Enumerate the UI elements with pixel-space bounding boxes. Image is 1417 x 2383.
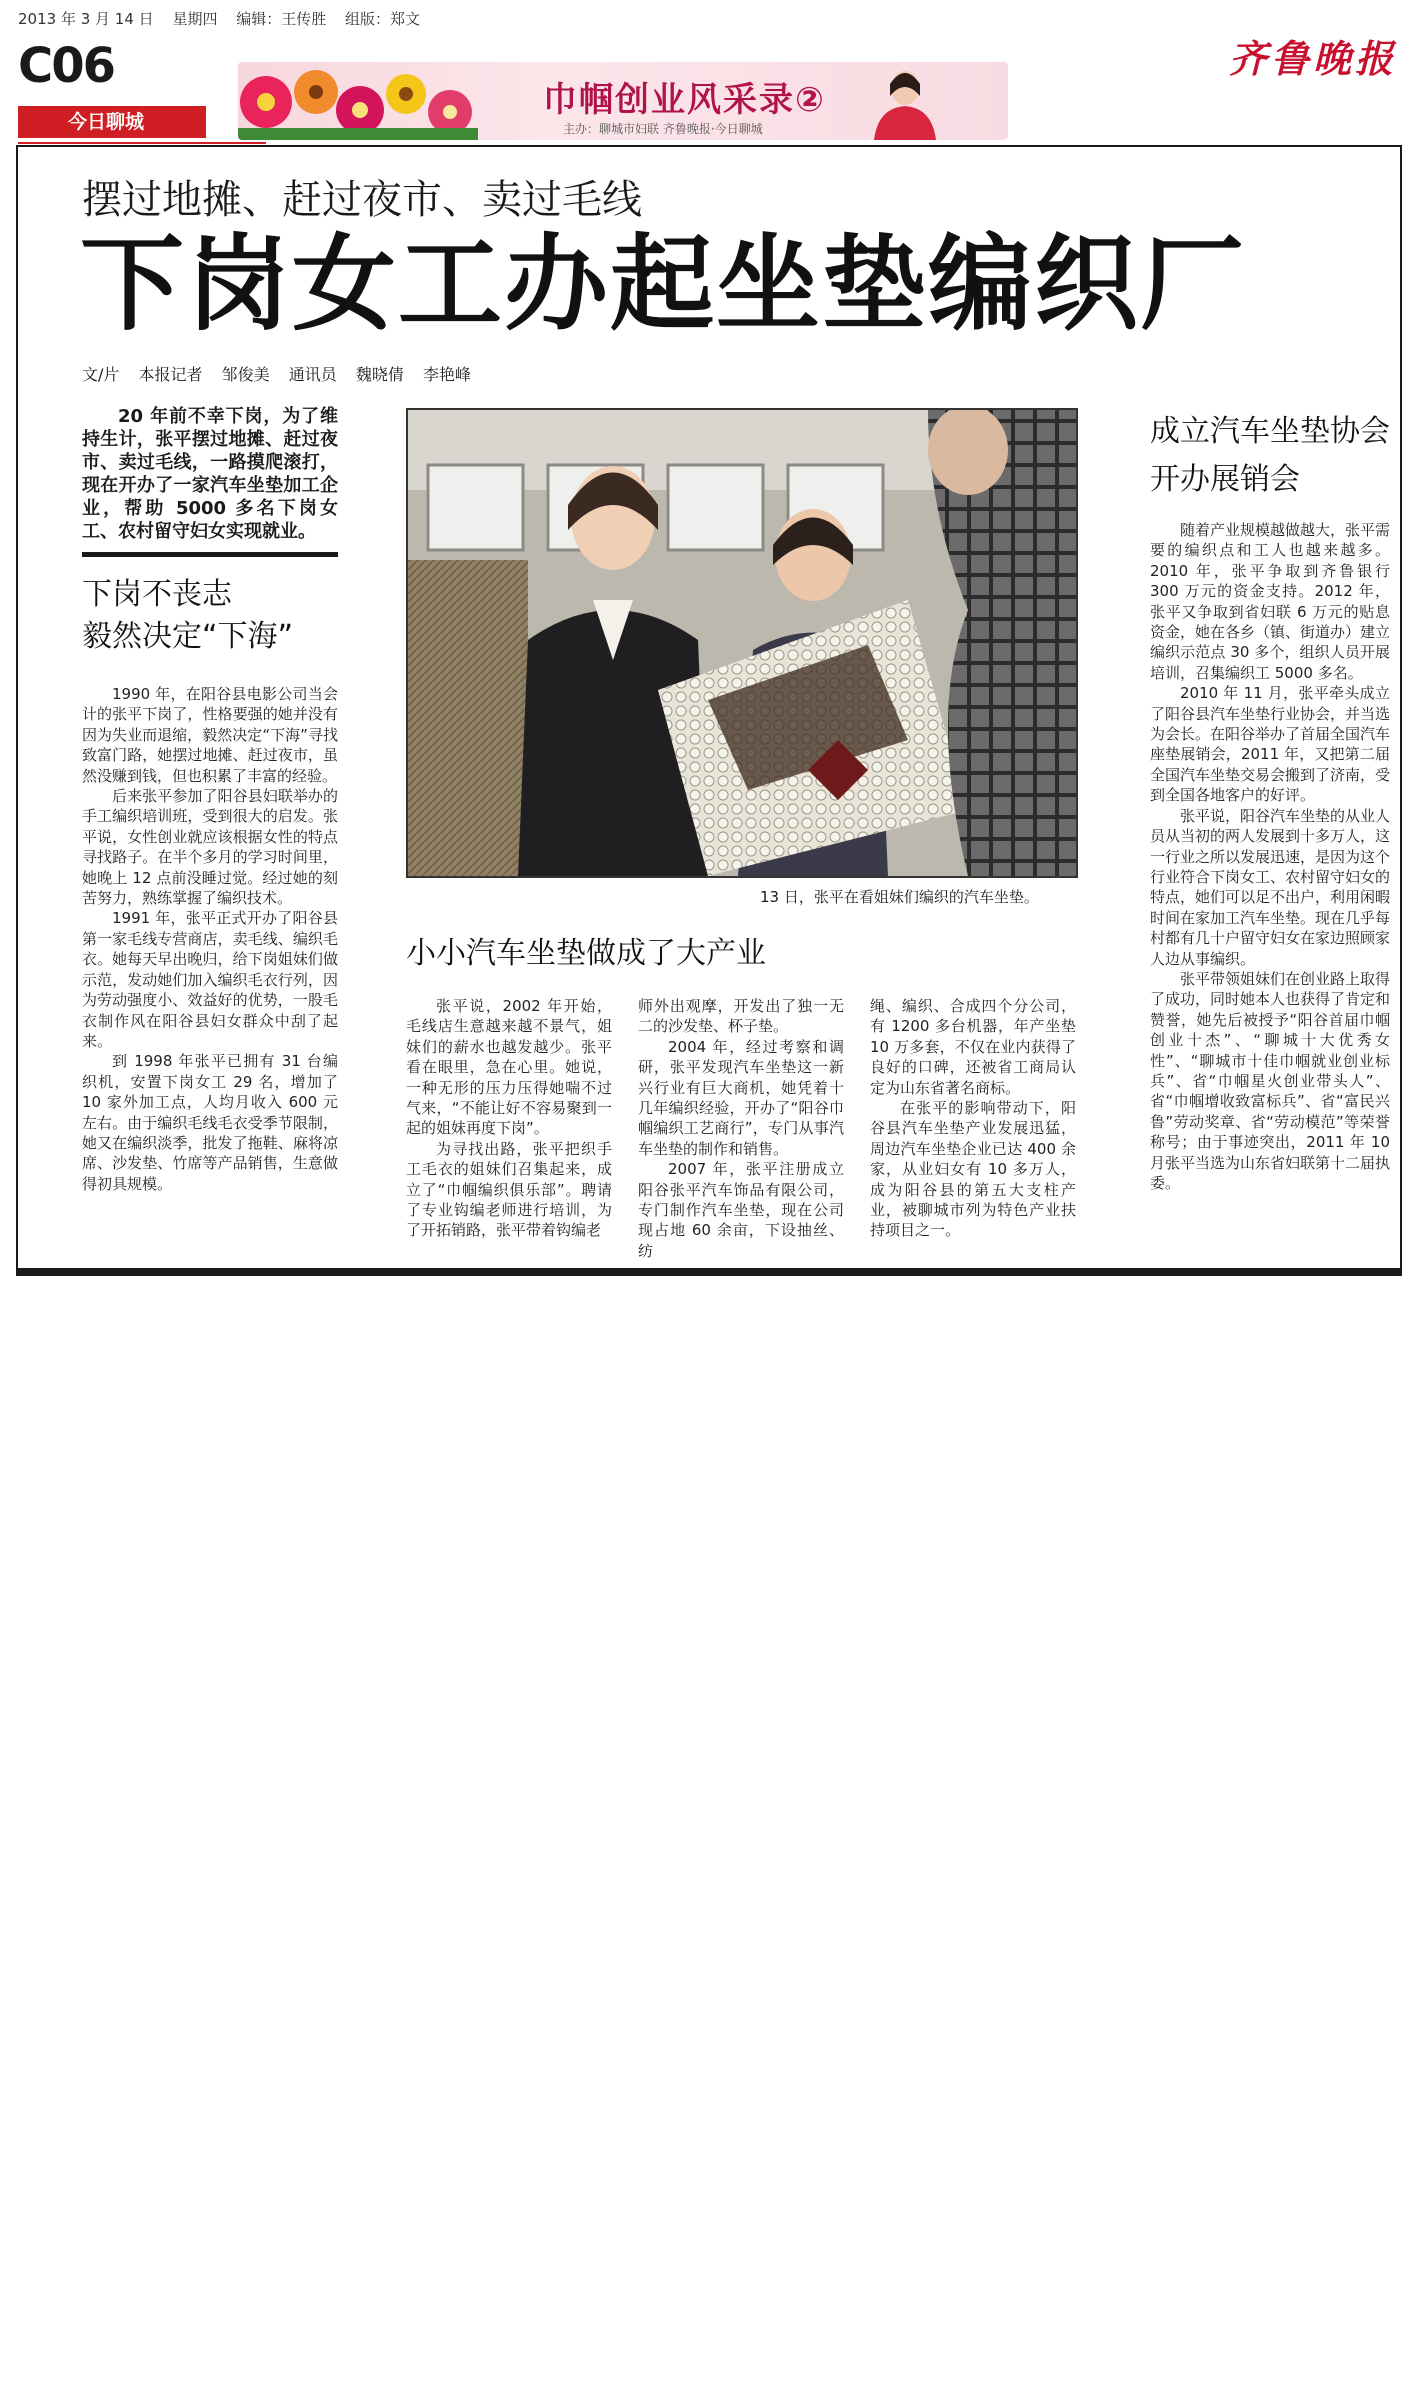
banner-sponsor: 主办：聊城市妇联 齐鲁晚报·今日聊城 [563, 122, 763, 136]
byline-item: 李艳峰 [422, 365, 471, 384]
paragraph: 2010 年 11 月，张平牵头成立了阳谷县汽车坐垫行业协会，并当选为会长。在阳谷举办了首届全国汽车座垫展销会，2011 年，又把第二届全国汽车坐垫交易会搬到了济南，受到全国各地客户的好评。 [1150, 684, 1391, 805]
section2-heading: 小小汽车坐垫做成了大产业 [406, 936, 766, 971]
section-tab: 今日聊城 [18, 106, 206, 138]
flower-decoration-icon [238, 62, 478, 140]
article-lead: 20 年前不幸下岗，为了维持生计，张平摆过地摊、赶过夜市、卖过毛线，一路摸爬滚打，现在开办了一家汽车坐垫加工企业，帮助 5000 多名下岗女工、农村留守妇女实现就业。 [82, 406, 338, 542]
section3-heading [1150, 408, 1390, 504]
paragraph: 后来张平参加了阳谷县妇联举办的手工编织培训班，受到很大的启发。张平说，女性创业就应该根据女性的特点寻找路子。在半个多月的学习时间里，她晚上 12 点前没睡过觉。经过她的刻苦努力，熟练掌握了编织技术。 [82, 787, 338, 908]
section2-col3 [870, 996, 1076, 1241]
article-photo [406, 408, 1078, 878]
newspaper-logo: 齐鲁晚报 [1228, 36, 1397, 81]
banner-title: 巾帼创业风采录② [543, 80, 826, 120]
paragraph: 2004 年，经过考察和调研，张平发现汽车坐垫这一新兴行业有巨大商机，她凭着十几年编织经验，开办了“阳谷巾帼编织工艺商行”，专门从事汽车坐垫的制作和销售。 [638, 1037, 844, 1158]
paragraph: 在张平的影响带动下，阳谷县汽车坐垫产业发展迅猛，周边汽车坐垫企业已达 400 余家，从业妇女有 10 多万人，成为阳谷县的第五大支柱产业，被聊城市列为特色产业扶持项目之一。 [870, 1099, 1076, 1240]
paragraph: 到 1998 年张平已拥有 31 台编织机，安置下岗女工 29 名，增加了 10 家外加工点，人均月收入 600 元左右。由于编织毛线毛衣受季节限制，她又在编织淡季，批发了拖鞋、麻将凉席、沙发垫、竹席等产品销售，生意做得初具规模。 [82, 1052, 338, 1193]
byline-item: 文/片 [82, 365, 120, 384]
section3-heading-line2: 开办展销会 [1150, 462, 1300, 497]
lead-divider [82, 552, 338, 557]
woman-portrait-icon [860, 66, 950, 140]
section3-heading-line1: 成立汽车坐垫协会 [1150, 414, 1390, 449]
paragraph: 为寻找出路，张平把织手工毛衣的姐妹们召集起来，成立了“巾帼编织俱乐部”。聘请了专业钩编老师进行培训，为了开拓销路，张平带着钩编老 [406, 1139, 612, 1240]
byline [82, 362, 485, 385]
byline-item: 本报记者 [138, 365, 203, 384]
paragraph: 1991 年，张平正式开办了阳谷县第一家毛线专营商店，卖毛线、编织毛衣。她每天早出晚归，给下岗姐妹们做示范，发动她们加入编织毛衣行列，因为劳动强度小、效益好的优势，一股毛衣制作风在阳谷县妇女群众中刮了起来。 [82, 909, 338, 1050]
photo-caption: 13 日，张平在看姐妹们编织的汽车坐垫。 [760, 888, 1039, 906]
issue-layout: 组版：郑文 [345, 10, 421, 28]
article-headline: 下岗女工办起坐垫编织厂 [80, 223, 1247, 345]
section2-col1 [406, 996, 612, 1241]
section1-heading [82, 574, 352, 658]
issue-weekday: 星期四 [172, 10, 218, 28]
paragraph: 1990 年，在阳谷县电影公司当会计的张平下岗了，性格要强的她并没有因为失业而退缩，毅然决定“下海”寻找致富门路，她摆过地摊、赶过夜市，虽然没赚到钱，但也积累了丰富的经验。 [82, 685, 338, 785]
paragraph-continued: 绳、编织、合成四个分公司，有 1200 多台机器，年产坐垫 10 万多套，不仅在业内获得了良好的口碑，还被省工商局认定为山东省著名商标。 [870, 997, 1076, 1097]
article-bottom-rule [16, 1268, 1402, 1276]
section1-heading-line2: 毅然决定“下海” [82, 619, 294, 654]
section1-body [82, 684, 338, 1194]
paragraph: 随着产业规模越做越大，张平需要的编织点和工人也越来越多。2010 年，张平争取到齐鲁银行 300 万元的资金支持。2012 年，张平又争取到省妇联 6 万元的贴息资金，她在各乡（镇、街道办）建立编织示范点 30 多个，组织人员开展培训，召集编织工 5000 多名。 [1150, 521, 1391, 682]
page-number: C06 [18, 38, 115, 94]
paragraph: 2007 年，张平注册成立阳谷张平汽车饰品有限公司，专门制作汽车坐垫，现在公司现占地 60 余亩，下设抽丝、纺 [638, 1160, 844, 1260]
section2-col2 [638, 996, 844, 1261]
issue-date: 2013 年 3 月 14 日 [18, 10, 154, 28]
paragraph: 张平说，2002 年开始，毛线店生意越来越不景气，姐妹们的薪水也越发越少。张平看在眼里，急在心里。她说，一种无形的压力压得她喘不过气来，“不能让好不容易聚到一起的姐妹再度下岗”。 [406, 997, 612, 1138]
issue-editor: 编辑：王传胜 [236, 10, 327, 28]
series-banner [238, 62, 1008, 140]
issue-info [18, 8, 434, 29]
byline-item: 通讯员 [288, 365, 337, 384]
paragraph: 张平带领姐妹们在创业路上取得了成功，同时她本人也获得了肯定和赞誉，她先后被授予“阳谷首届巾帼创业十杰”、“聊城十大优秀女性”、“聊城市十佳巾帼就业创业标兵”、省“巾帼星火创业带头人”、省“巾帼增收致富标兵”、省“富民兴鲁”劳动奖章、省“劳动模范”等荣誉称号；由于事迹突出，2011 年 10 月张平当选为山东省妇联第十二届执委。 [1150, 969, 1391, 1192]
paragraph-continued: 师外出观摩，开发出了独一无二的沙发垫、杯子垫。 [638, 997, 844, 1036]
section1-heading-line1: 下岗不丧志 [82, 577, 232, 612]
factory-scene-image [408, 410, 1076, 876]
article-kicker: 摆过地摊、赶过夜市、卖过毛线 [82, 177, 642, 223]
section3-body [1150, 520, 1390, 1193]
byline-item: 魏晓倩 [355, 365, 404, 384]
paragraph: 张平说，阳谷汽车坐垫的从业人员从当初的两人发展到十多万人，这一行业之所以发展迅速，是因为这个行业符合下岗女工、农村留守妇女的特点，她们可以足不出户，利用闲暇时间在家加工汽车坐垫。现在几乎每村都有几十户留守妇女在家边照顾家人边从事编织。 [1150, 806, 1391, 968]
byline-item: 邹俊美 [221, 365, 270, 384]
